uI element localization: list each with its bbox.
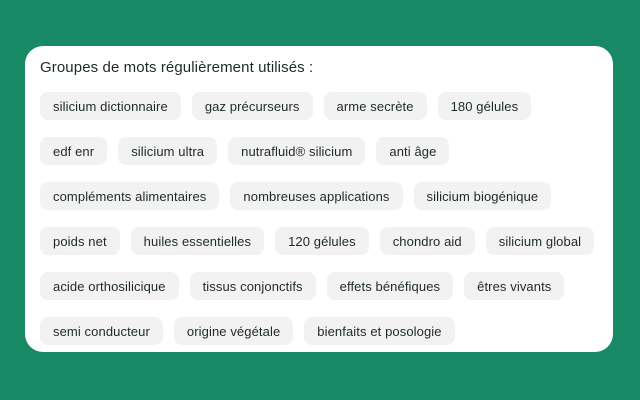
keyword-chip[interactable]: nutrafluid® silicium — [228, 137, 365, 165]
keyword-chip[interactable]: nombreuses applications — [230, 182, 402, 210]
keyword-chip[interactable]: chondro aid — [380, 227, 475, 255]
keyword-chip[interactable]: acide orthosilicique — [40, 272, 179, 300]
keyword-chip[interactable]: silicium global — [486, 227, 594, 255]
keyword-chip[interactable]: bienfaits et posologie — [304, 317, 454, 345]
card-title: Groupes de mots régulièrement utilisés : — [40, 59, 314, 76]
keyword-groups-card — [25, 46, 613, 352]
chip-row — [40, 227, 598, 255]
chip-row — [40, 137, 598, 165]
keyword-chip[interactable]: êtres vivants — [464, 272, 564, 300]
keyword-chip[interactable]: edf enr — [40, 137, 107, 165]
keyword-chip[interactable]: arme secrète — [324, 92, 427, 120]
chip-row — [40, 182, 598, 210]
keyword-chip[interactable]: anti âge — [376, 137, 449, 165]
keyword-chip[interactable]: origine végétale — [174, 317, 293, 345]
keyword-chip[interactable]: effets bénéfiques — [327, 272, 453, 300]
keyword-chip[interactable]: huiles essentielles — [131, 227, 264, 255]
keyword-chip[interactable]: semi conducteur — [40, 317, 163, 345]
keyword-chip[interactable]: tissus conjonctifs — [190, 272, 316, 300]
keyword-chip[interactable]: 120 gélules — [275, 227, 369, 255]
keyword-chip[interactable]: gaz précurseurs — [192, 92, 313, 120]
keyword-chip[interactable]: poids net — [40, 227, 120, 255]
chip-row — [40, 317, 598, 345]
keyword-chip[interactable]: silicium biogénique — [414, 182, 552, 210]
keyword-chip[interactable]: silicium ultra — [118, 137, 217, 165]
chip-row — [40, 92, 598, 120]
keyword-chip[interactable]: 180 gélules — [438, 92, 532, 120]
chip-row — [40, 272, 598, 300]
keyword-chip[interactable]: silicium dictionnaire — [40, 92, 181, 120]
keyword-chip[interactable]: compléments alimentaires — [40, 182, 219, 210]
keyword-chip-rows — [40, 92, 598, 345]
